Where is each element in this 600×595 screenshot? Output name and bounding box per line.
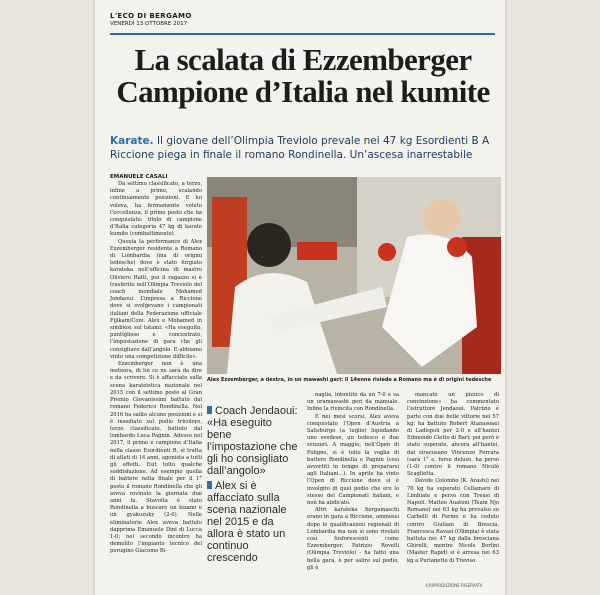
paragraph: Ezzemberger non è una meteora, di lui ce ne sarà da dire e da scrivere. Si è affacciato sulla scena karateistica nazionale nel 2015 con il settimo posto al Gran Premio Giovanissimi battuto dal romano Federico Rondinella. Nel 2016 ha salito alcune posizioni e si è insediato sul podio tricolore, terzo classificato, battuto dal lombardo Luca Pagnin. Adesso nel 2017, il primo e campione d’Italia nella classe Esordienti B, si tratta di atleti di 14 anni, agonista a tutti gli effetti. Esit tolto qualche soddisfazione. Ad esempio quella di battere nella finale per il 1° posto il romano Rondinella che gli aveva rovinato la giornata due anni fa. Stavolta è stato Rondinella a buscare un kizami e un gyakuzuky (2-0). Nelle eliminatorie Alex aveva battuto dapprima Emanuele Dini di Lucca 1-0; nel secondo incontro ha demolito l’impianto tecnico del perugino Giacomo Bi-	[110, 361, 202, 555]
pull-quote-marker	[207, 406, 212, 414]
newspaper-page	[95, 0, 505, 595]
paragraph: E nei mesi scorsi, Alex aveva conquistato l’Open d’Austria a Salisburgo (a luglio) liquidando uno svedese, un tedesco e due svizzeri. A maggio, nell’Open di Foligno, si è tolto la voglia di battere Rondinella e Pagnin (così avvertiti in tempo di prepararsi agli Italiani...). In aprile ha vinto l’Open di Riccione dove si è involgito di quel podio che ero lo stesso dei Campionati italiani, e non ha abdicato.	[307, 413, 399, 507]
paragraph: mancato un pizzico di convinzione» ha commentato l’istruttore Jendaoui. Patrizio è parte con due belle vittorie nei 57 kg: ha battuto Robert Atanasoaei di Ladispoli per 2-0 e all’hantei Edmondo Cletto di Bari; poi però è stato superato, ancora all’hantei, dal siracusano Vincenzo Ferrara (sarà 1° e, forse deluso, ha perso (1-0) contro il romano Nicolò Scaglietta.	[407, 392, 499, 478]
pull-quote-coach	[207, 405, 299, 477]
section-kicker: Karate.	[110, 135, 154, 147]
pull-quote-text: Alex si è affacciato sulla scena nazionale nel 2015 e da allora è stato un continuo crescendo	[207, 480, 287, 564]
headline	[107, 44, 499, 108]
article-column-4	[407, 392, 499, 565]
subheadline-text: Il giovane dell’Olimpia Treviolo prevale nei 47 kg Esordienti B A Riccione piega in finale il romano Rondinella. Un’ascesa inarrestabile	[110, 135, 490, 161]
header-rule	[110, 33, 495, 35]
paragraph: Davide Colombo (K. Arashi) nei 70 kg ha superato Cellamaro di Limbiate e perso con Treasi di Napoli. Matteo Auatoni (Team Njo Romano) nei 63 kg ha prevalso su Carbelli di Fermo e ha ceduto contro Giuliani di Brescia. Francesca Ravasi (Olimpia) è stata battuta nei 47 kg dalla bresciana Ghirelli, mentre Nicole Borlini (Master Rapid) si è arresa nei 63 kg a Purlanetto di Treviso.	[407, 478, 499, 564]
copyright-notice: ©RIPRODUZIONE RISERVATA	[425, 583, 483, 588]
headline-line-1: La scalata di Ezzemberger	[134, 42, 472, 77]
karate-photo	[207, 177, 501, 374]
pull-quote-text: Coach Jendaoui: «Ha eseguito bene l’impostazione che gli ho consigliato dall’angolo»	[207, 405, 298, 477]
issue-date: VENERDÌ 13 OTTOBRE 2017	[110, 21, 188, 27]
newspaper-name: L'ECO DI BERGAMO	[110, 12, 192, 20]
pull-quote-career	[207, 480, 299, 564]
headline-line-2: Campione d’Italia nel kumite	[116, 74, 490, 109]
karate-photo-illustration	[207, 177, 501, 374]
photo-caption: Alex Ezzemberger, a destra, in un mawashi geri: il 14enne risiede a Romano ma è di origini tedesche	[207, 377, 492, 383]
pull-quote-marker	[207, 481, 212, 489]
subheadline	[110, 134, 502, 162]
paragraph: Questa la performance di Alex Ezzemberger residente a Romano di Lombardia (ma di origini tedesche) dove è stato forgiato karateka nell’officina di mastro Oliviero Ratti, poi il ragazzo si è trasferito nell’Olimpia Treviolo del coach mondiale Mohamed Jendaoui. L’impresa a Riccione dove si svolgevano i campionati italiani della Federazione ufficiale Fijlkam/Coni. Alex e Mohamed in simbiosi sul tatami: «Ha eseguito, puntiglioso e concentrato, l’impostazione di gara che gli consigliavo dall’angolo. E abbiamo vinto una competizione difficile».	[110, 238, 202, 360]
paragraph: Da settimo classificato, a terzo, infine a primo, scalando continuamente posizioni. E lui voleva, ha fermamente voluto l’eccellenza, il primo posto che ha conquistato: titolo di campione d’Italia categoria 47 kg di karate kumite (combattimento).	[110, 181, 202, 238]
article-column-3	[307, 392, 399, 572]
article-column-1	[110, 181, 202, 556]
masthead	[110, 12, 192, 27]
paragraph: naglia, intontito da un 7-0 e sa un uramawashi geri da manuale. Infine la rivincita con Rondinella.	[307, 392, 399, 413]
paragraph: Altri karateka bergamaschi erano in gara a Riccione, ammessi dopo le qualificazioni regionali di Lombardia ma non si sono rivelati così fosforescenti come Ezzemberger. Patrizio Rovelli (Olimpia Treviolo) - ha fatto una bella gara, è per salire sul podio, gli è	[307, 507, 399, 571]
byline: EMANUELE CASALI	[110, 174, 168, 180]
